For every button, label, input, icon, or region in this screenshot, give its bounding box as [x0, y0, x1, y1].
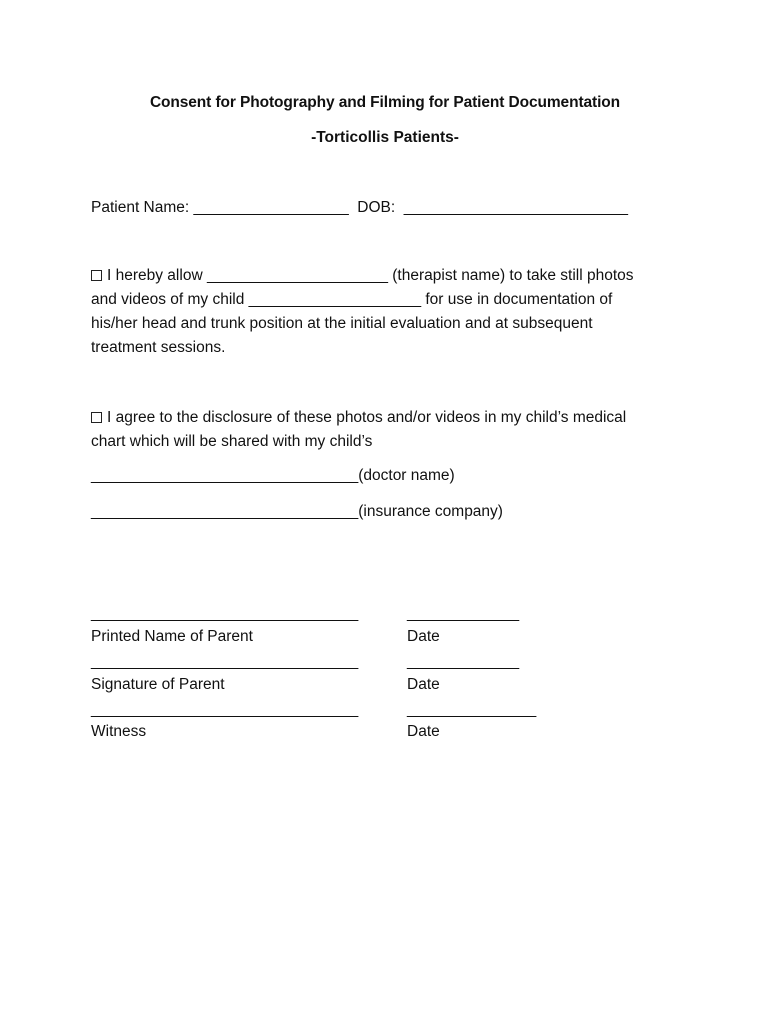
- signature-blank[interactable]: _______________________________: [91, 653, 359, 670]
- document-subtitle: -Torticollis Patients-: [311, 129, 459, 146]
- doctor-name-line[interactable]: _______________________________(doctor name): [91, 467, 455, 484]
- printed-name-date-label: Date: [407, 628, 440, 645]
- witness-date-label: Date: [407, 723, 440, 740]
- consent-disclosure-paragraph: [91, 406, 691, 454]
- consent-photo-line-4: treatment sessions.: [91, 339, 226, 356]
- signature-date-label: Date: [407, 676, 440, 693]
- consent-photo-line-1: [91, 264, 691, 288]
- signature-label: Signature of Parent: [91, 676, 225, 693]
- printed-name-blank[interactable]: _______________________________: [91, 605, 359, 622]
- printed-name-label: Printed Name of Parent: [91, 628, 253, 645]
- printed-name-date-blank[interactable]: _____________: [407, 605, 520, 622]
- signature-date-blank[interactable]: _____________: [407, 653, 520, 670]
- witness-blank[interactable]: _______________________________: [91, 701, 359, 718]
- consent-disclosure-line-2: chart which will be shared with my child’s: [91, 433, 373, 450]
- insurance-company-line[interactable]: _______________________________(insurance company): [91, 503, 503, 520]
- witness-date-blank[interactable]: _______________: [407, 701, 537, 718]
- document-title: Consent for Photography and Filming for Patient Documentation: [149, 94, 621, 111]
- consent-photo-paragraph: [91, 264, 691, 360]
- consent-photo-line-3: his/her head and trunk position at the initial evaluation and at subsequent: [91, 315, 593, 332]
- consent-photo-text-1: I hereby allow _____________________ (therapist name) to take still photos: [107, 267, 634, 284]
- consent-disclosure-text-1: I agree to the disclosure of these photos and/or videos in my child’s medical: [107, 409, 627, 426]
- consent-photo-checkbox[interactable]: [91, 270, 102, 281]
- witness-label: Witness: [91, 723, 147, 740]
- consent-disclosure-checkbox[interactable]: [91, 412, 102, 423]
- consent-disclosure-line-1: [91, 406, 691, 430]
- consent-photo-line-2: and videos of my child ____________________ for use in documentation of: [91, 291, 613, 308]
- patient-info-line[interactable]: Patient Name: __________________ DOB: __________________________: [91, 199, 628, 216]
